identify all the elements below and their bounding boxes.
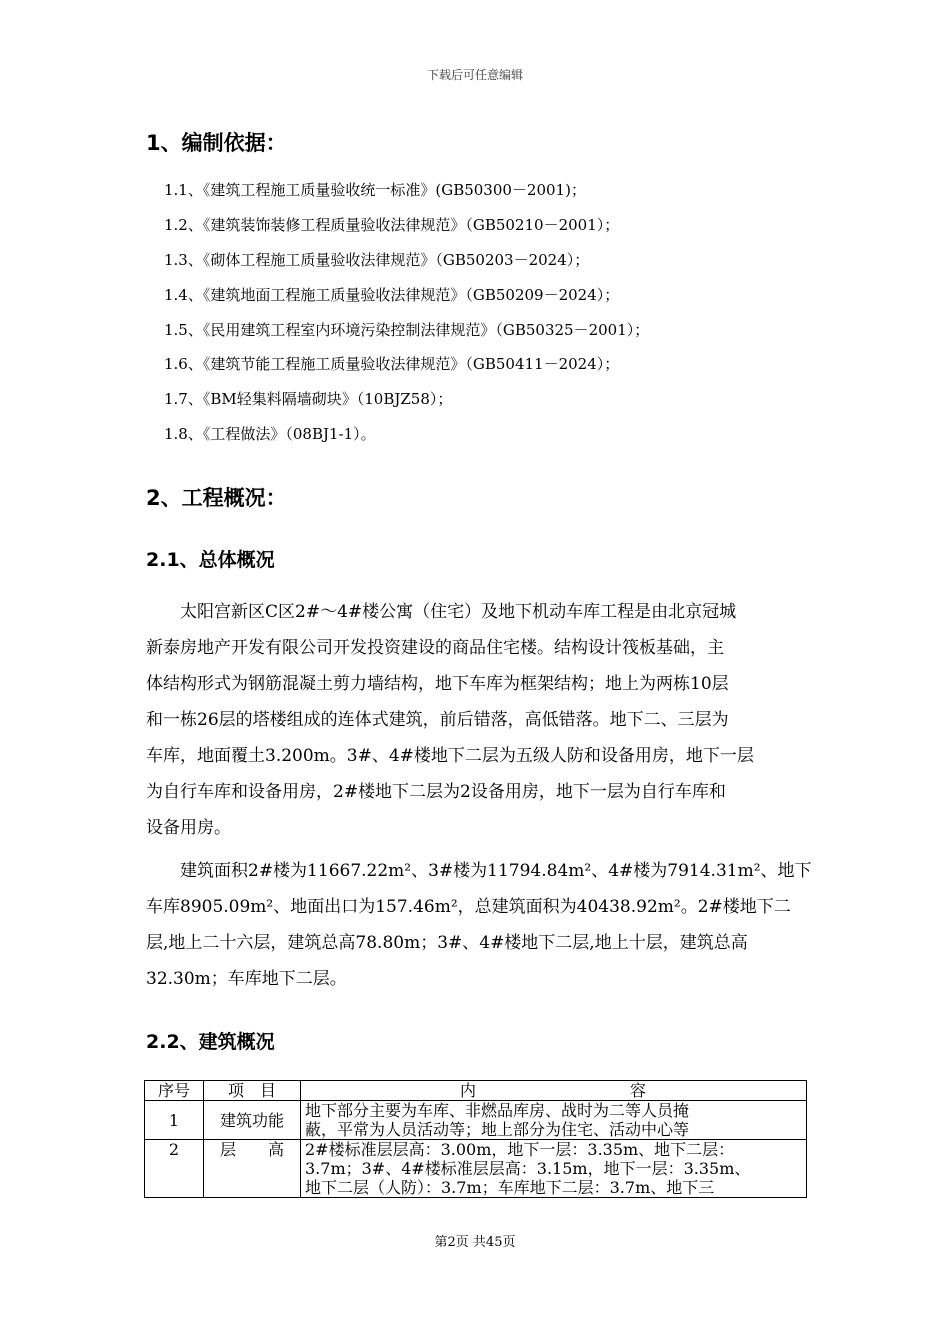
reference-1-6: 1.6、《建筑节能工程施工质量验收法律规范》（GB50411－2024）； [164, 355, 620, 373]
paragraph-line: 32.30m；车库地下二层。 [146, 969, 347, 989]
section-1-title: 1、编制依据： [146, 131, 287, 155]
paragraph-line: 建筑面积2#楼为11667.22m²、3#楼为11794.84m²、4#楼为7914.31m²、地下 [180, 861, 812, 881]
reference-1-2: 1.2、《建筑装饰装修工程质量验收法律规范》（GB50210－2001）； [164, 216, 620, 234]
row-seq: 2 [145, 1140, 204, 1198]
header-content: 内 容 [301, 1081, 807, 1101]
table-row [145, 1140, 807, 1198]
content-line: 地下部分主要为车库、非燃品库房、战时为二等人员掩 [305, 1101, 690, 1120]
page-header: 下载后可任意编辑 [426, 68, 523, 82]
paragraph-line: 太阳宫新区C区2#～4#楼公寓（住宅）及地下机动车库工程是由北京冠城 [180, 602, 737, 622]
subsection-2-2-title: 2.2、建筑概况 [146, 1031, 275, 1053]
paragraph-line: 车库8905.09m²、地面出口为157.46m²，总建筑面积为40438.92m²。2#楼地下二 [146, 897, 791, 917]
section-2-title: 2、工程概况： [146, 486, 287, 510]
subsection-2-1-title: 2.1、总体概况 [146, 549, 275, 571]
overview-paragraph-2 [146, 853, 812, 997]
paragraph-line: 层,地上二十六层，建筑总高78.80m；3#、4#楼地下二层,地上十层，建筑总高 [146, 933, 748, 953]
content-line: 3.7m；3#、4#楼标准层层高：3.15m，地下一层：3.35m、 [305, 1159, 751, 1178]
paragraph-line: 设备用房。 [146, 818, 231, 838]
reference-1-7: 1.7、《BM轻集料隔墙砌块》（10BJZ58）； [164, 390, 453, 408]
paragraph-line: 和一栋26层的塔楼组成的连体式建筑，前后错落，高低错落。地下二、三层为 [146, 710, 729, 730]
content-line: 蔽，平常为人员活动等；地上部分为住宅、活动中心等 [305, 1120, 690, 1139]
reference-1-8: 1.8、《工程做法》（08BJ1-1）。 [164, 425, 376, 443]
content-line: 地下二层（人防）：3.7m；车库地下二层：3.7m、地下三 [305, 1178, 715, 1197]
reference-1-5: 1.5、《民用建筑工程室内环境污染控制法律规范》（GB50325－2001）； [164, 321, 650, 339]
table-row [145, 1101, 807, 1140]
reference-1-3: 1.3、《砌体工程施工质量验收法律规范》（GB50203－2024）； [164, 251, 590, 269]
reference-1-4: 1.4、《建筑地面工程施工质量验收法律规范》（GB50209－2024）； [164, 286, 620, 304]
row-content [301, 1101, 807, 1140]
paragraph-line: 车库，地面覆土3.200m。3#、4#楼地下二层为五级人防和设备用房，地下一层 [146, 746, 754, 766]
paragraph-line: 为自行车库和设备用房，2#楼地下二层为2设备用房，地下一层为自行车库和 [146, 782, 726, 802]
building-overview-table [144, 1080, 807, 1198]
overview-paragraph-1 [146, 594, 806, 846]
row-seq: 1 [145, 1101, 204, 1140]
reference-1-1: 1.1、《建筑工程施工质量验收统一标准》(GB50300－2001)； [164, 181, 586, 199]
table-header-row [145, 1081, 807, 1101]
row-content [301, 1140, 807, 1198]
paragraph-line: 新泰房地产开发有限公司开发投资建设的商品住宅楼。结构设计筏板基础，主 [146, 638, 724, 658]
page-footer: 第2页 共45页 [434, 1235, 516, 1250]
header-seq: 序号 [145, 1081, 204, 1101]
paragraph-line: 体结构形式为钢筋混凝土剪力墙结构，地下车库为框架结构；地上为两栋10层 [146, 674, 729, 694]
content-line: 2#楼标准层层高：3.00m，地下一层：3.35m、地下二层： [305, 1140, 735, 1159]
header-item: 项 目 [204, 1081, 301, 1101]
row-item: 建筑功能 [204, 1101, 301, 1140]
row-item: 层 高 [204, 1140, 301, 1198]
